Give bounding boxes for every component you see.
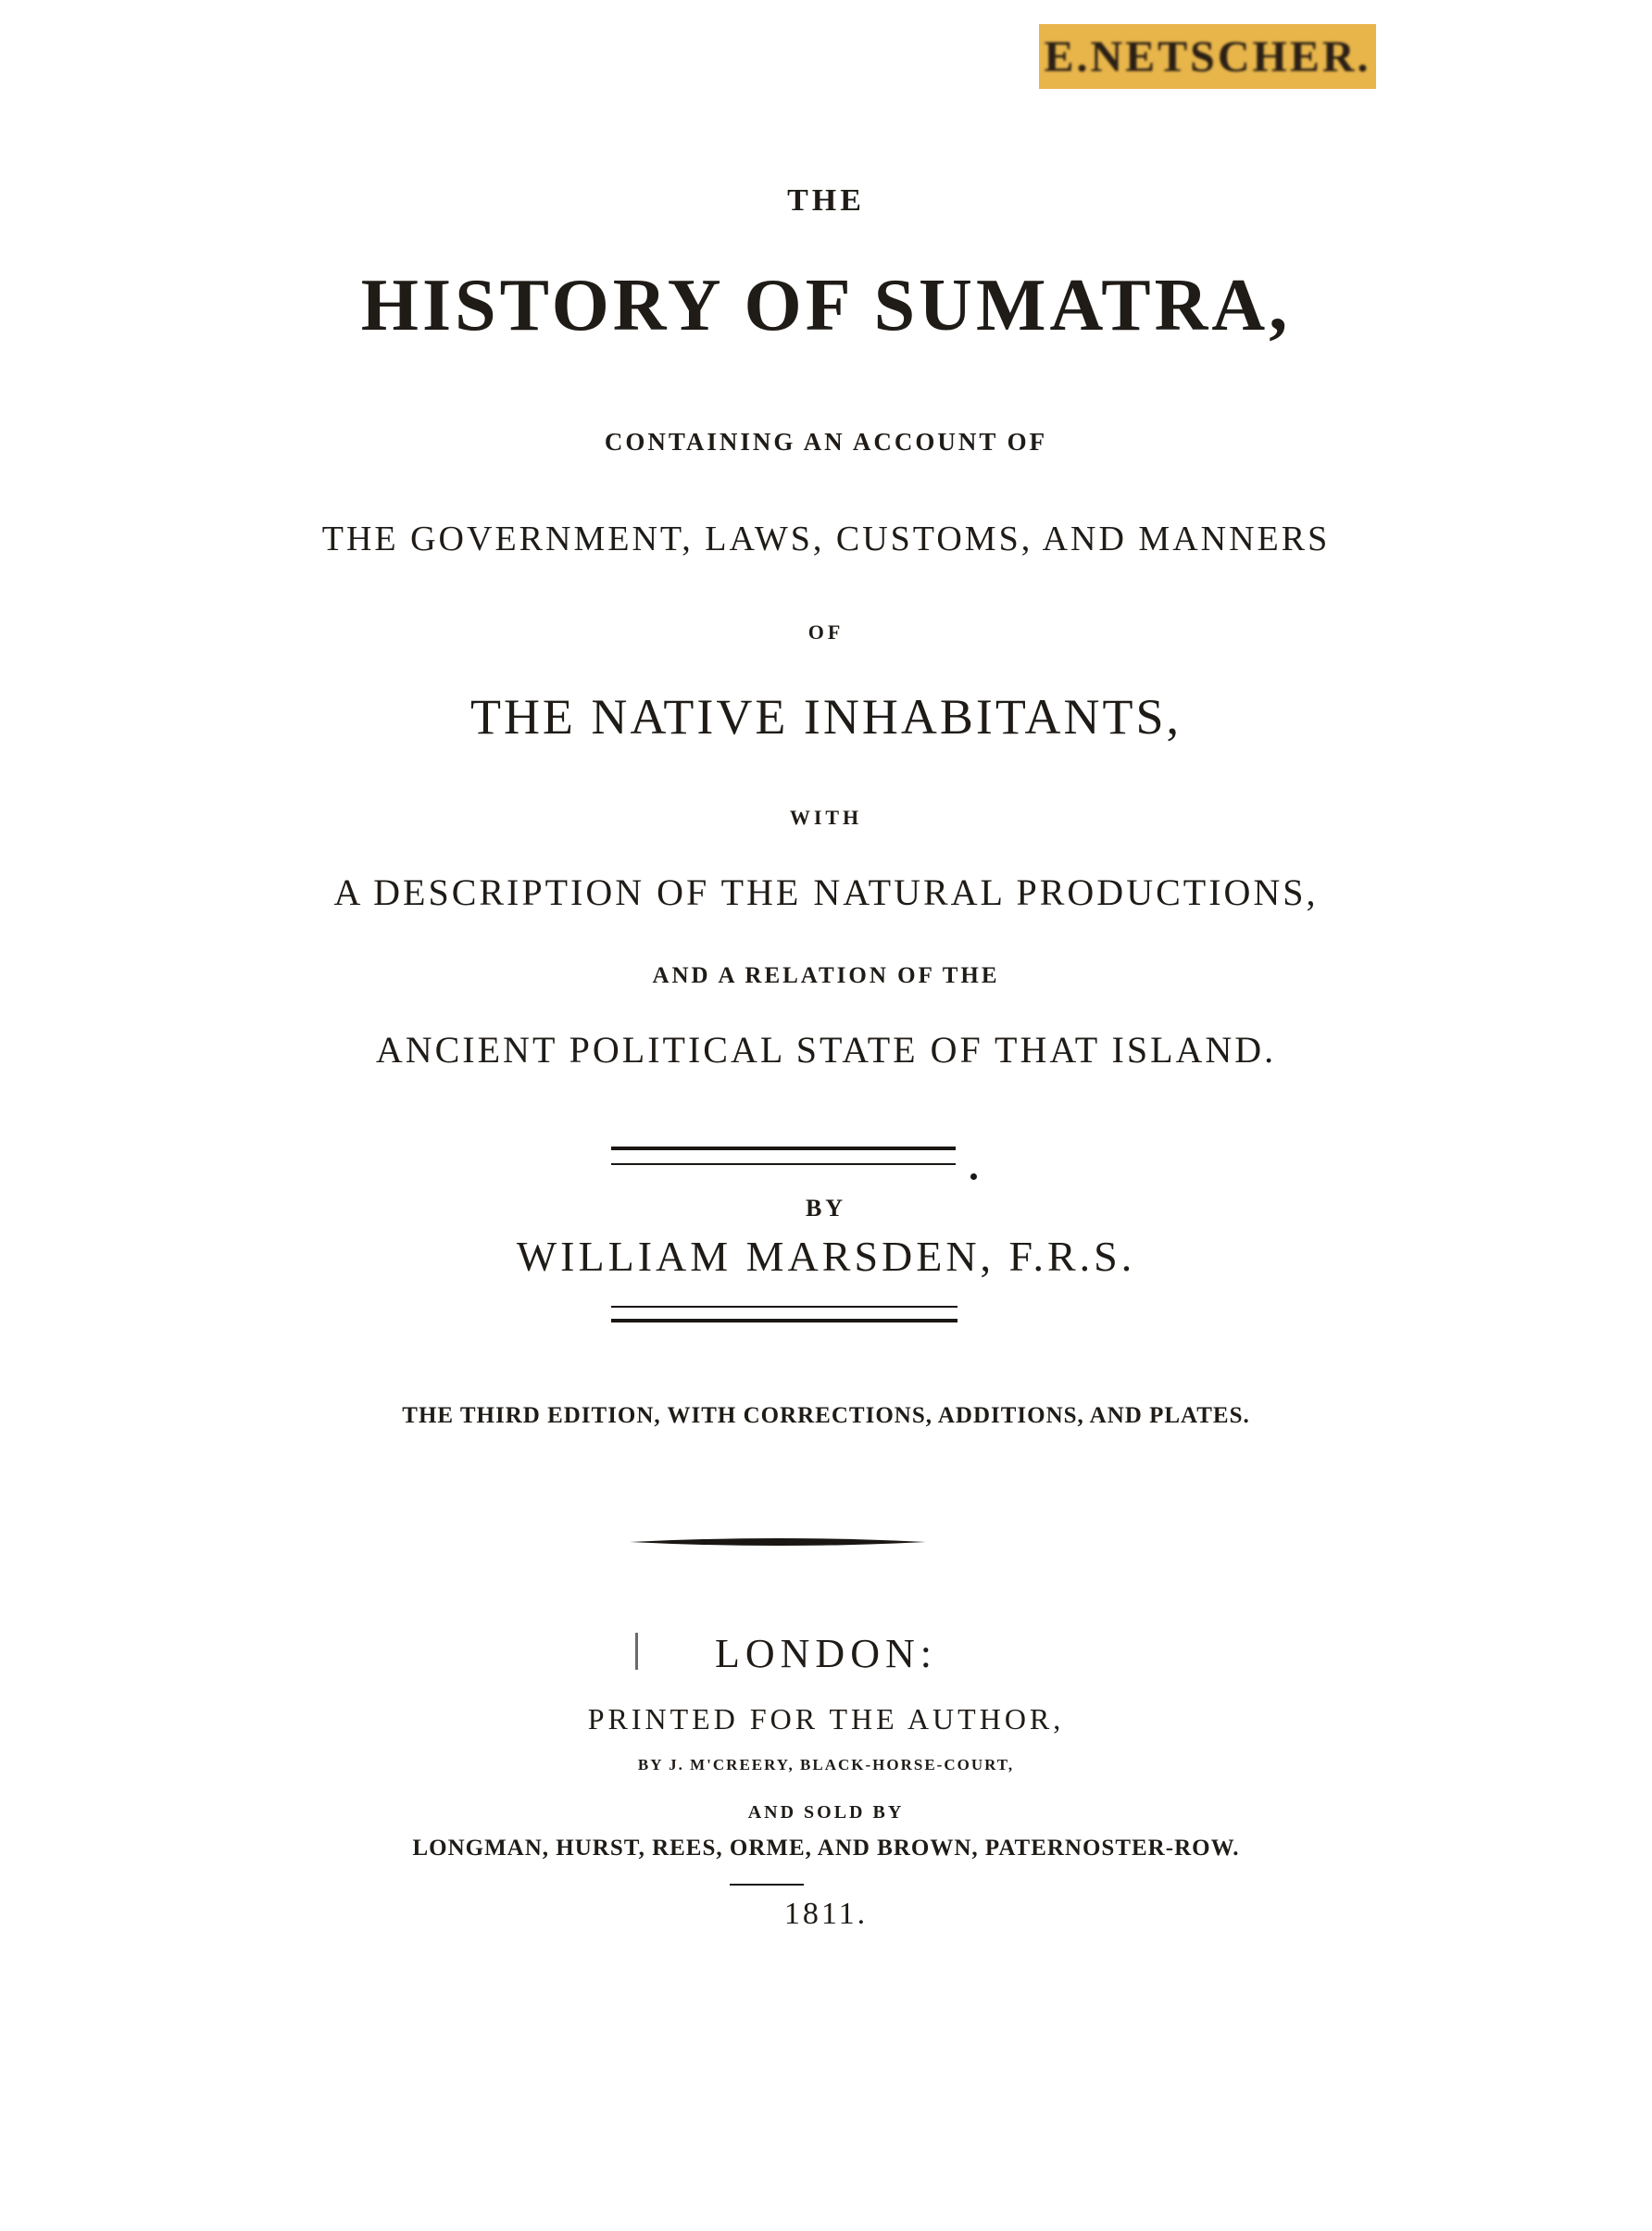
description-line: A DESCRIPTION OF THE NATURAL PRODUCTIONS, xyxy=(333,871,1319,913)
relation-line: AND A RELATION OF THE xyxy=(652,963,1000,988)
rule-dot xyxy=(970,1173,977,1180)
edition-line: THE THIRD EDITION, WITH CORRECTIONS, ADDITIONS, AND PLATES. xyxy=(402,1403,1250,1428)
ornamental-rule xyxy=(630,1533,926,1551)
government-line: THE GOVERNMENT, LAWS, CUSTOMS, AND MANNERS xyxy=(321,520,1331,558)
native-inhabitants: THE NATIVE INHABITANTS, xyxy=(469,689,1183,745)
imprint-printer: BY J. M'CREERY, BLACK-HORSE-COURT, xyxy=(637,1756,1015,1774)
main-title: HISTORY OF SUMATRA, xyxy=(360,265,1292,346)
double-rule-top xyxy=(611,1147,956,1150)
imprint-printed-for: PRINTED FOR THE AUTHOR, xyxy=(587,1702,1065,1736)
author-name: WILLIAM MARSDEN, F.R.S. xyxy=(516,1233,1136,1280)
short-rule xyxy=(730,1884,804,1886)
ownership-stamp xyxy=(1039,24,1376,89)
with-line: WITH xyxy=(789,806,863,829)
imprint-city: LONDON: xyxy=(715,1631,937,1676)
stamp-text: E.NETSCHER. xyxy=(1044,31,1371,81)
imprint-sold-by: AND SOLD BY xyxy=(747,1802,905,1823)
of-line: OF xyxy=(807,620,845,644)
imprint-year: 1811. xyxy=(783,1897,869,1931)
imprint-booksellers: LONGMAN, HURST, REES, ORME, AND BROWN, PATERNOSTER-ROW. xyxy=(412,1836,1240,1861)
double-rule-bottom xyxy=(611,1306,957,1308)
double-rule-top xyxy=(611,1163,956,1165)
by-line: BY xyxy=(805,1195,847,1222)
title-the: THE xyxy=(787,183,865,218)
double-rule-bottom xyxy=(611,1319,957,1322)
ancient-state-line: ANCIENT POLITICAL STATE OF THAT ISLAND. xyxy=(375,1029,1277,1071)
containing-line: CONTAINING AN ACCOUNT OF xyxy=(604,428,1048,456)
